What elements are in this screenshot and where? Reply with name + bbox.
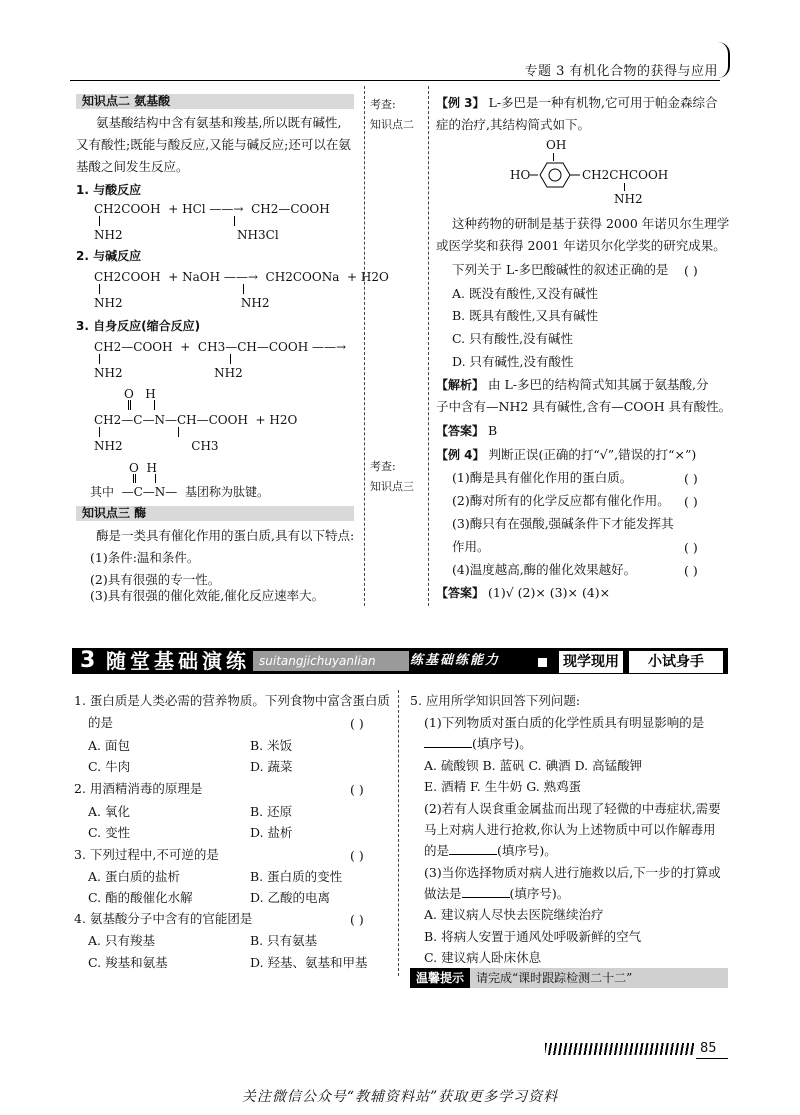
- answer-bracket: ( ): [684, 494, 698, 509]
- q5-part3-line1: (3)当你选择物质对病人进行施救以后,下一步的打算或: [424, 865, 721, 880]
- q5-part2-line3: [424, 840, 557, 861]
- q3-option-d: D. 乙酸的电离: [250, 890, 331, 905]
- q1-option-d: D. 蔬菜: [250, 759, 293, 774]
- structure-oh: OH: [546, 138, 567, 152]
- q4-option-b: B. 只有氨基: [250, 933, 318, 948]
- equation-acid-bottom: NH2 NH3Cl: [94, 228, 279, 242]
- q4-option-a: A. 只有羧基: [88, 933, 155, 948]
- page-number-underline: [696, 1058, 728, 1059]
- equation-base-top: CH2COOH + NaOH ——→ CH2COONa + H2O: [94, 270, 389, 284]
- equation-acid-top: CH2COOH + HCl ——→ CH2—COOH: [94, 202, 330, 216]
- q5-part1-blank: [424, 733, 532, 754]
- answer-blank[interactable]: [449, 842, 497, 855]
- q1-option-c: C. 牛肉: [88, 759, 131, 774]
- double-bond: [128, 400, 131, 410]
- tip-label: 温馨提示: [410, 968, 470, 988]
- answer-bracket: ( ): [350, 912, 364, 927]
- bond-line: [99, 216, 100, 226]
- structure-chain: CH2CHCOOH: [582, 168, 669, 182]
- structure-nh2: NH2: [614, 192, 643, 206]
- q2-option-b: B. 还原: [250, 804, 293, 819]
- bond-line: [155, 474, 156, 483]
- column-divider-right: [428, 86, 429, 606]
- header-divider: [70, 80, 720, 81]
- statement-3a: (3)酶只有在强酸,强碱条件下才能发挥其: [452, 516, 674, 531]
- q4-question: 4. 氨基酸分子中含有的官能团是: [74, 911, 253, 926]
- amino-para-line1: 氨基酸结构中含有氨基和羧基,所以既有碱性,: [96, 115, 342, 130]
- answer-3-value: B: [488, 423, 498, 438]
- answer-4-label: 【答案】: [436, 586, 485, 600]
- analysis: [436, 374, 708, 396]
- q1-option-b: B. 米饭: [250, 738, 293, 753]
- example-3-line3: 这种药物的研制是基于获得 2000 年诺贝尔生理学: [452, 216, 730, 231]
- enzyme-point-1: (1)条件:温和条件。: [90, 550, 200, 565]
- enzyme-intro: 酶是一类具有催化作用的蛋白质,具有以下特点:: [96, 528, 355, 543]
- column-divider-left: [364, 86, 365, 606]
- answer-4: [436, 582, 610, 604]
- example-4-question: 判断正误(正确的打“√”,错误的打“×”): [488, 447, 697, 462]
- q5-part3-option-b: B. 将病人安置于通风处呼吸新鲜的空气: [424, 929, 642, 944]
- bond-line: [99, 354, 100, 364]
- q2-option-c: C. 变性: [88, 825, 131, 840]
- header-title: 专题 3 有机化合物的获得与应用: [524, 64, 718, 79]
- statement-3b: 作用。: [452, 539, 490, 554]
- q5-part3-option-c: C. 建议病人卧床休息: [424, 950, 542, 965]
- bond-line: [178, 427, 179, 437]
- side-label-1b: 知识点二: [370, 118, 414, 131]
- q5-question: 5. 应用所学知识回答下列问题:: [410, 693, 581, 708]
- equation-product-o-h: O H: [124, 387, 156, 401]
- answer-bracket: ( ): [350, 848, 364, 863]
- q1-line1: 1. 蛋白质是人类必需的营养物质。下列食物中富含蛋白质: [74, 693, 390, 708]
- example-3-line1: L-多巴是一种有机物,它可用于帕金森综合: [488, 95, 718, 110]
- equation-product-main: CH2—C—N—CH—COOH + H2O: [94, 413, 298, 427]
- header-curve-decoration: [718, 42, 730, 78]
- bond-line: [243, 284, 244, 294]
- q5-part2-line2: 马上对病人进行抢救,你认为上述物质中可以作解毒用: [424, 822, 716, 837]
- peptide-o-h: O H: [129, 461, 157, 475]
- option-a: A. 既没有酸性,又没有碱性: [452, 286, 598, 301]
- amino-para-line3: 基酸之间发生反应。: [76, 159, 189, 174]
- q4-option-c: C. 羧基和氨基: [88, 955, 168, 970]
- tip-text[interactable]: 请完成“课时跟踪检测二十二”: [476, 971, 633, 985]
- answer-bracket: ( ): [684, 540, 698, 555]
- answer-bracket: ( ): [684, 471, 698, 486]
- equation-condensation-top: CH2—COOH + CH3—CH—COOH ——→: [94, 340, 347, 354]
- equation-base-bottom: NH2 NH2: [94, 296, 270, 310]
- amino-para-line2: 又有酸性;既能与酸反应,又能与碱反应;还可以在氨: [76, 137, 351, 152]
- q5-part3-prefix: 做法是: [424, 886, 462, 901]
- heading-react-acid: 1. 与酸反应: [76, 183, 142, 197]
- answer-4-value: (1)√ (2)× (3)× (4)×: [488, 585, 611, 600]
- answer-bracket: ( ): [350, 782, 364, 797]
- banner-pinyin: suitangjichuyanlian: [253, 651, 409, 671]
- bond-line: [99, 284, 100, 294]
- q5-part1: (1)下列物质对蛋白质的化学性质具有明显影响的是: [424, 715, 705, 730]
- q5-part3-line2: [424, 883, 569, 904]
- statement-1: (1)酶是具有催化作用的蛋白质。: [452, 470, 633, 485]
- section-title-amino-acid: 知识点二 氨基酸: [76, 94, 354, 109]
- banner-title: 随堂基础演练: [106, 649, 250, 673]
- q3-question: 3. 下列过程中,不可逆的是: [74, 847, 219, 862]
- bond-line: [234, 216, 235, 226]
- peptide-bond-text: 其中 —C—N— 基团称为肽键。: [90, 485, 269, 499]
- q2-question: 2. 用酒精消毒的原理是: [74, 781, 203, 796]
- banner-square-icon: [538, 658, 547, 667]
- q3-option-b: B. 蛋白质的变性: [250, 869, 343, 884]
- section-title-enzyme: 知识点三 酶: [76, 506, 354, 521]
- analysis-line1: 由 L-多巴的结构简式知其属于氨基酸,分: [488, 377, 709, 392]
- heading-condensation: 3. 自身反应(缩合反应): [76, 319, 201, 333]
- q5-part3-option-a: A. 建议病人尽快去医院继续治疗: [424, 907, 604, 922]
- bond-line: [99, 427, 100, 437]
- analysis-label: 【解析】: [436, 378, 485, 392]
- answer-3-label: 【答案】: [436, 424, 485, 438]
- page-number: 85: [700, 1041, 717, 1056]
- q5-options-row1: A. 硫酸钡 B. 蓝矾 C. 碘酒 D. 高锰酸钾: [424, 758, 643, 773]
- equation-product-bottom: NH2 CH3: [94, 439, 219, 453]
- page-number-decoration: [545, 1043, 695, 1055]
- q3-option-a: A. 蛋白质的盐析: [88, 869, 180, 884]
- q5-part2-prefix: 的是: [424, 843, 450, 858]
- double-bond: [133, 474, 136, 483]
- exercise-column-divider: [398, 690, 399, 976]
- analysis-line2: 子中含有—NH2 具有碱性,含有—COOH 具有酸性。: [436, 399, 732, 414]
- q1-line2: 的是: [88, 715, 114, 730]
- banner-box-try: 小试身手: [628, 650, 724, 674]
- statement-4: (4)温度越高,酶的催化效果越好。: [452, 562, 637, 577]
- q4-option-d: D. 羟基、氨基和甲基: [250, 955, 368, 970]
- enzyme-point-2: (2)具有很强的专一性。: [90, 572, 221, 587]
- q5-part3-suffix: (填序号)。: [509, 886, 570, 901]
- enzyme-point-3: (3)具有很强的催化效能,催化反应速率大。: [90, 588, 325, 603]
- side-label-2b: 知识点三: [370, 480, 414, 493]
- q5-options-row2: E. 酒精 F. 生牛奶 G. 熟鸡蛋: [424, 779, 582, 794]
- example-3-question: 下列关于 L-多巴酸碱性的叙述正确的是: [452, 262, 669, 277]
- q2-option-a: A. 氧化: [88, 804, 130, 819]
- q5-part2-suffix: (填序号)。: [497, 843, 557, 858]
- q2-option-d: D. 盐析: [250, 825, 293, 840]
- bond-line: [230, 354, 231, 364]
- footer-note: 关注微信公众号“教辅资料站”获取更多学习资料: [241, 1089, 559, 1105]
- example-3-line2: 症的治疗,其结构简式如下。: [436, 117, 590, 132]
- side-label-1a: 考查:: [370, 98, 396, 111]
- heading-react-base: 2. 与碱反应: [76, 249, 142, 263]
- answer-bracket: ( ): [684, 563, 698, 578]
- banner-number: 3: [80, 648, 96, 673]
- answer-bracket: ( ): [350, 716, 364, 731]
- banner-slogan: 练基础练能力: [410, 653, 501, 668]
- example-4: [436, 444, 696, 466]
- option-c: C. 只有酸性,没有碱性: [452, 331, 574, 346]
- option-b: B. 既具有酸性,又具有碱性: [452, 308, 599, 323]
- equation-condensation-bottom: NH2 NH2: [94, 366, 243, 380]
- answer-blank[interactable]: [424, 735, 472, 748]
- answer-bracket: ( ): [684, 263, 698, 278]
- statement-2: (2)酶对所有的化学反应都有催化作用。: [452, 493, 670, 508]
- q5-part1-suffix: (填序号)。: [472, 736, 532, 751]
- benzene-ring-icon: [530, 160, 580, 190]
- q1-option-a: A. 面包: [88, 738, 130, 753]
- example-4-label: 【例 4】: [436, 448, 485, 462]
- q5-part2-line1: (2)若有人误食重金属盐而出现了轻微的中毒症状,需要: [424, 801, 721, 816]
- tip-bar: [410, 968, 728, 988]
- answer-blank[interactable]: [462, 885, 510, 898]
- q3-option-c: C. 酯的酸催化水解: [88, 890, 193, 905]
- answer-3: [436, 420, 497, 442]
- example-3-line4: 或医学奖和获得 2001 年诺贝尔化学奖的研究成果。: [436, 238, 726, 253]
- side-label-2a: 考查:: [370, 460, 396, 473]
- bond-line: [154, 400, 155, 410]
- example-3-label: 【例 3】: [436, 96, 485, 110]
- banner-box-learn: 现学现用: [558, 650, 624, 674]
- structure-ho: HO: [510, 168, 531, 182]
- example-3: [436, 92, 718, 114]
- bond-line: [624, 183, 625, 191]
- option-d: D. 只有碱性,没有酸性: [452, 354, 574, 369]
